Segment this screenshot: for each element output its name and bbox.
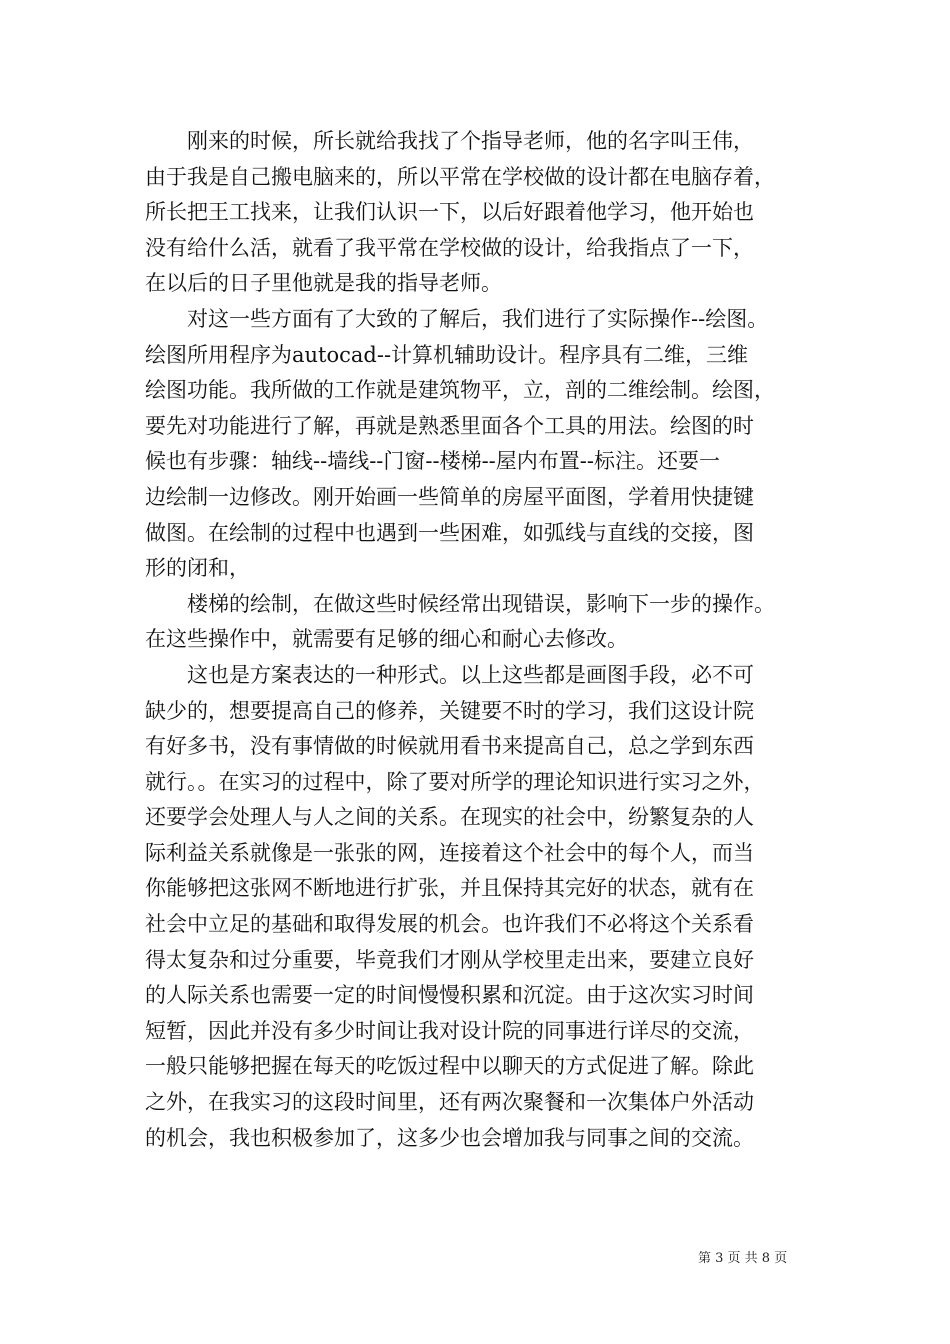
paragraph	[145, 302, 817, 587]
text-line: 得太复杂和过分重要，毕竟我们才刚从学校里走出来，要建立良好	[145, 947, 754, 972]
text-line: 楼梯的绘制，在做这些时候经常出现错误，影响下一步的操作。	[187, 591, 775, 616]
text-line: 对这一些方面有了大致的了解后，我们进行了实际操作--绘图。	[187, 306, 769, 331]
text-line: 有好多书，没有事情做的时候就用看书来提高自己，总之学到东西	[145, 734, 754, 759]
paragraph	[145, 124, 817, 302]
text-line: 这也是方案表达的一种形式。以上这些都是画图手段，必不可	[187, 662, 754, 687]
text-line: 刚来的时候，所长就给我找了个指导老师，他的名字叫王伟，	[187, 129, 754, 153]
text-line: 一般只能够把握在每天的吃饭过程中以聊天的方式促进了解。除此	[145, 1054, 754, 1079]
page-number: 第 3 页 共 8 页	[698, 1251, 788, 1266]
text-line: 的机会，我也积极参加了，这多少也会增加我与同事之间的交流。	[145, 1125, 754, 1150]
document-body	[145, 124, 817, 1156]
text-line: 的人际关系也需要一定的时间慢慢积累和沉淀。由于这次实习时间	[145, 983, 754, 1008]
text-line: 绘图所用程序为autocad--计算机辅助设计。程序具有二维，三维	[145, 342, 749, 367]
text-line: 所长把王工找来，让我们认识一下，以后好跟着他学习，他开始也	[145, 200, 754, 225]
text-line: 由于我是自己搬电脑来的，所以平常在学校做的设计都在电脑存着，	[145, 164, 775, 189]
text-line: 候也有步骤：轴线--墙线--门窗--楼梯--屋内布置--标注。还要一	[145, 449, 720, 474]
text-line: 做图。在绘制的过程中也遇到一些困难，如弧线与直线的交接，图	[145, 520, 754, 545]
text-line: 形的闭和，	[145, 556, 250, 581]
paragraph	[145, 587, 817, 658]
text-line: 社会中立足的基础和取得发展的机会。也许我们不必将这个关系看	[145, 912, 754, 937]
text-line: 没有给什么活，就看了我平常在学校做的设计，给我指点了一下，	[145, 235, 754, 260]
text-line: 短暂，因此并没有多少时间让我对设计院的同事进行详尽的交流，	[145, 1018, 754, 1043]
text-line: 就行。。在实习的过程中，除了要对所学的理论知识进行实习之外，	[145, 769, 765, 794]
text-line: 你能够把这张网不断地进行扩张，并且保持其完好的状态，就有在	[145, 876, 754, 901]
text-line: 绘图功能。我所做的工作就是建筑物平，立，剖的二维绘制。绘图，	[145, 378, 775, 403]
text-line: 际利益关系就像是一张张的网，连接着这个社会中的每个人，而当	[145, 840, 754, 865]
text-line: 在以后的日子里他就是我的指导老师。	[145, 271, 502, 296]
paragraph	[145, 658, 817, 1156]
text-line: 之外，在我实习的这段时间里，还有两次聚餐和一次集体户外活动	[145, 1090, 754, 1115]
text-line: 要先对功能进行了解，再就是熟悉里面各个工具的用法。绘图的时	[145, 413, 754, 438]
text-line: 在这些操作中，就需要有足够的细心和耐心去修改。	[145, 627, 628, 652]
text-line: 缺少的，想要提高自己的修养，关键要不时的学习，我们这设计院	[145, 698, 754, 723]
text-line: 还要学会处理人与人之间的关系。在现实的社会中，纷繁复杂的人	[145, 805, 754, 830]
text-line: 边绘制一边修改。刚开始画一些简单的房屋平面图，学着用快捷键	[145, 484, 754, 509]
